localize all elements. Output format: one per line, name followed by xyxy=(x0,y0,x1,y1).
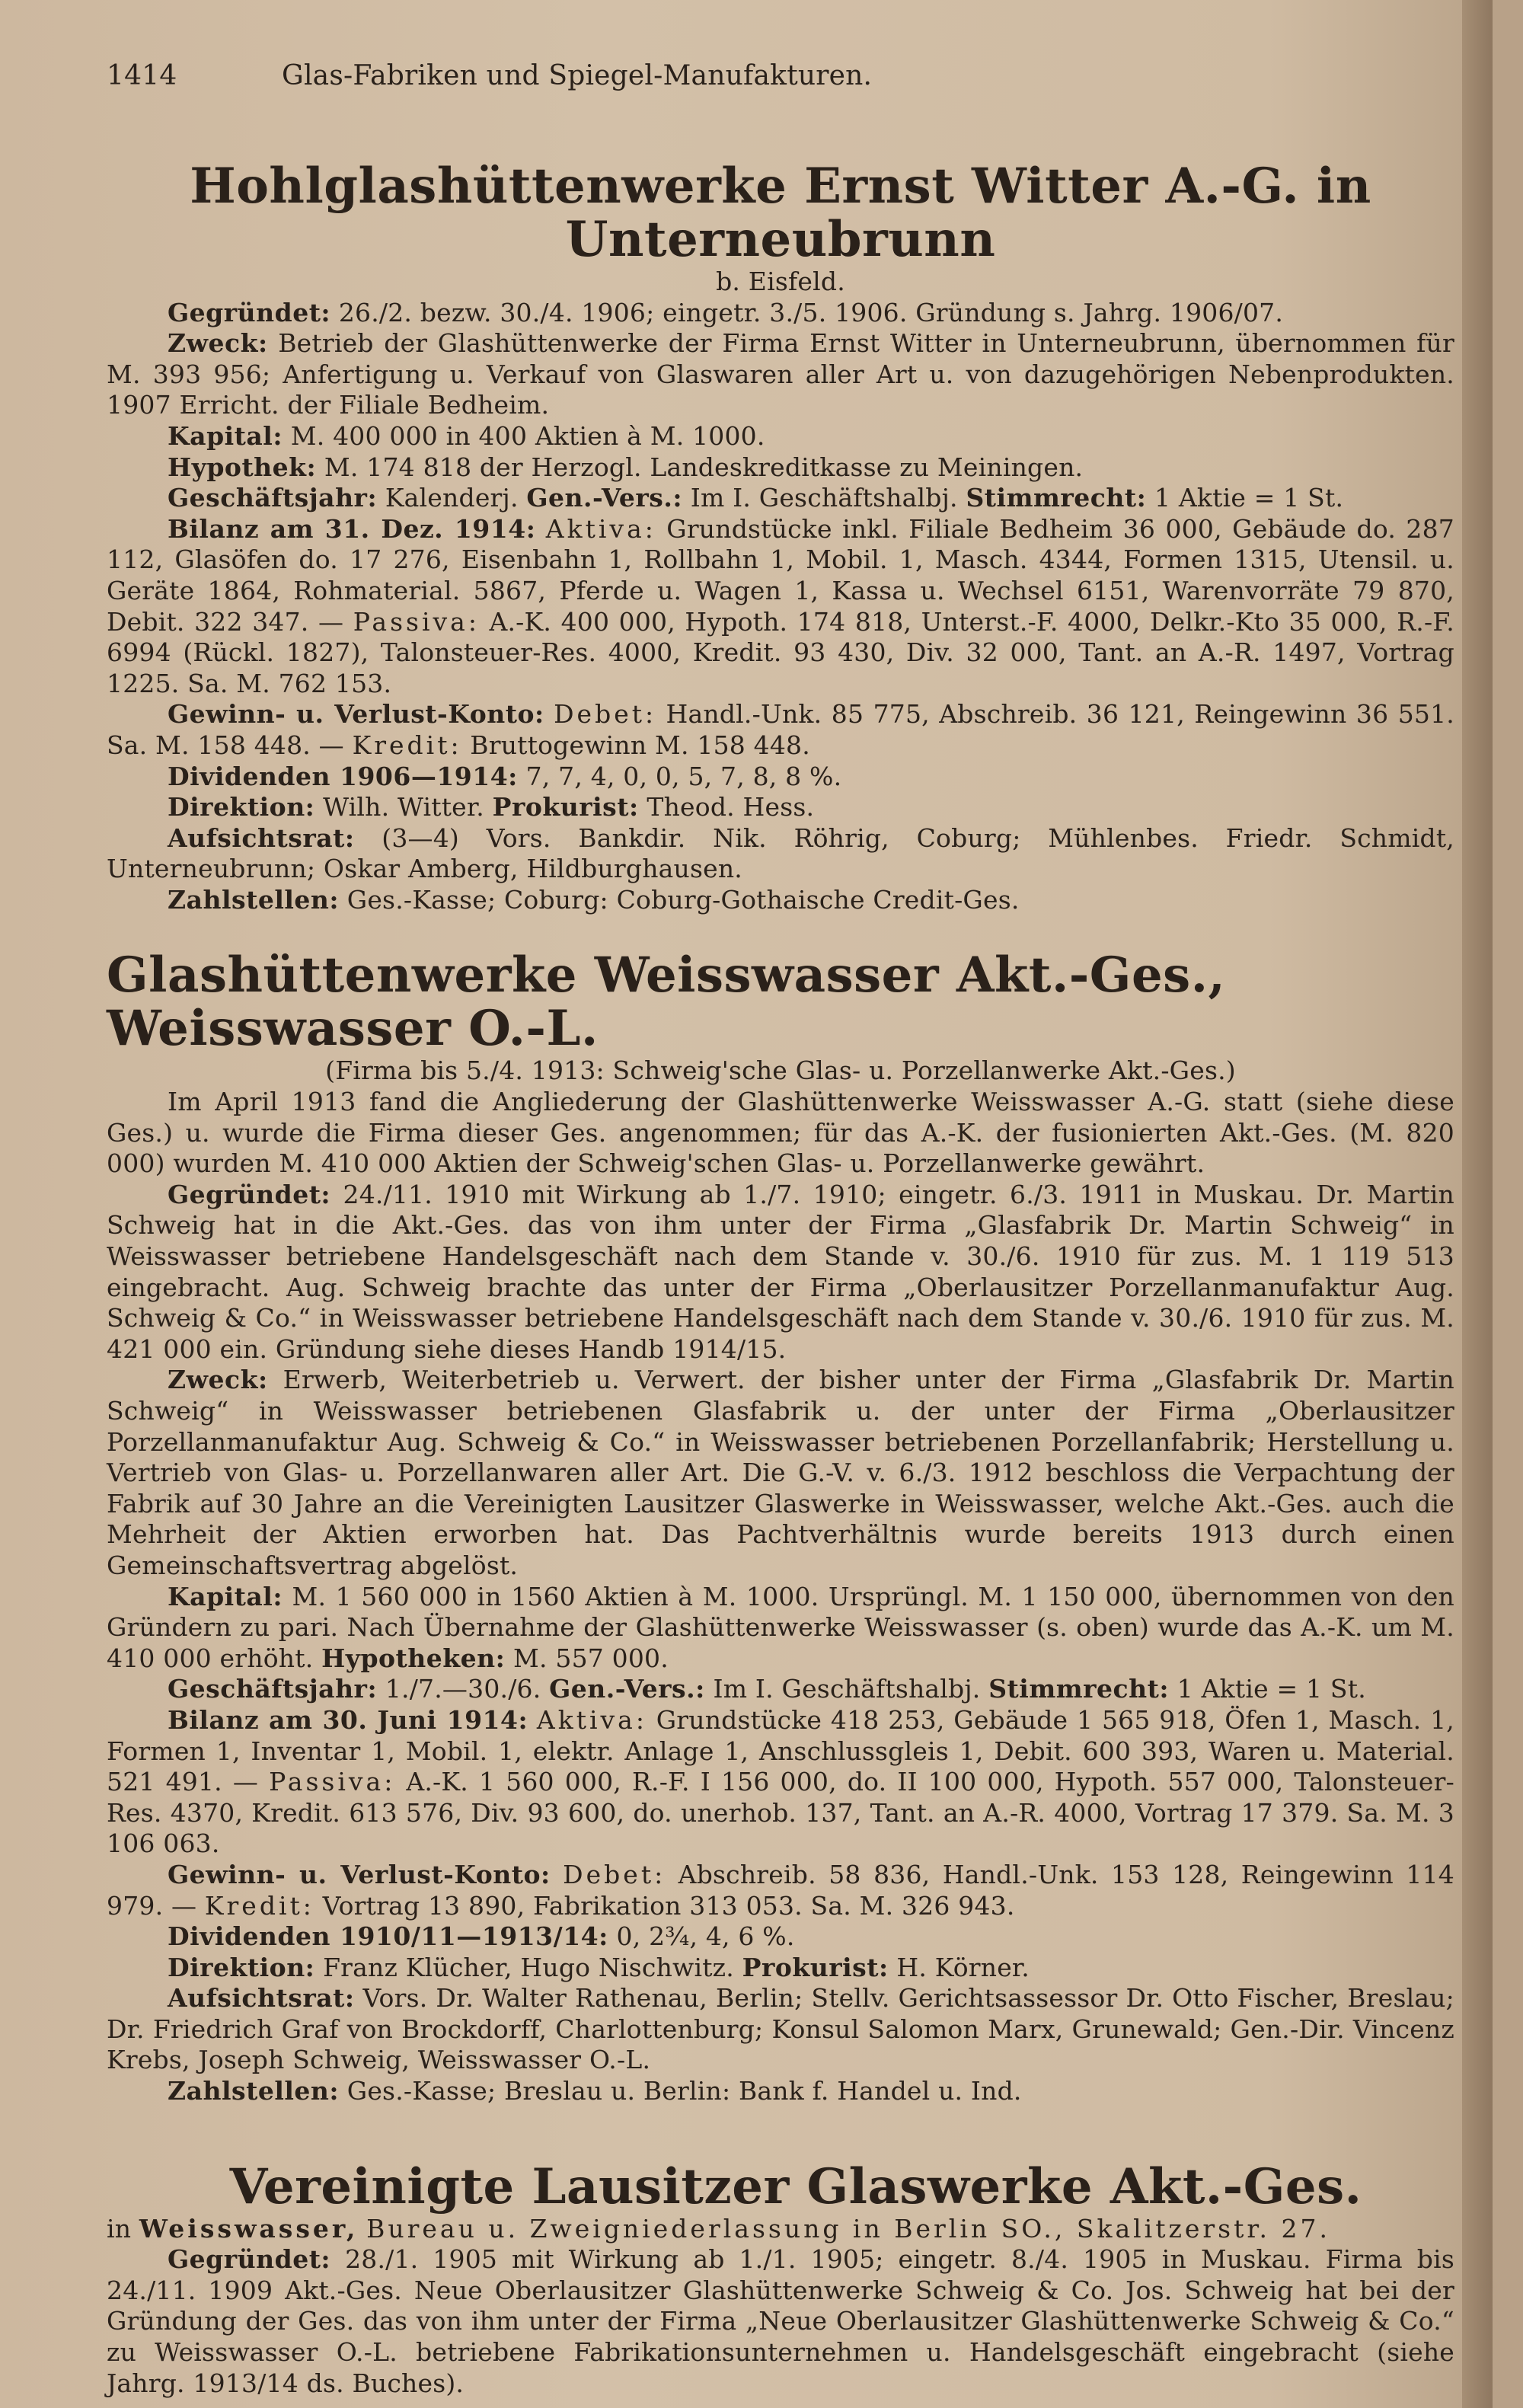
capital-text: M. 1 560 000 in 1560 Aktien à M. 1000. Ursprüngl. M. 1 150 000, übernommen von den Gründern zu pari. Nach Übernahme der Glashüttenwerke Weisswasser (s. oben) wurde das A.-K. um M. 410 000 erhöht. xyxy=(107,1581,1454,1673)
capital-label: Kapital: xyxy=(168,420,283,451)
profit-loss-credit: Bruttogewinn M. 158 448. xyxy=(470,730,810,760)
fiscal-year-paragraph xyxy=(107,1674,1454,1705)
mortgages-text: M. 557 000. xyxy=(513,1643,669,1673)
balance-label: Bilanz am 30. Juni 1914: xyxy=(168,1704,528,1735)
balance-assets: Grundstücke inkl. Filiale Bedheim 36 000, Gebäude do. 287 112, Glasöfen do. 17 276, Eisenbahn 1, Rollbahn 1, Mobil. 1, Masch. 4344, Formen 1315, Utensil. u. Geräte 1864, Rohmaterial. 5867, Pferde u. Wagen 1, Kassa u. Wechsel 6151, Warenvorräte 79 870, Debit. 322 347. — xyxy=(107,513,1454,637)
capital-paragraph xyxy=(107,1582,1454,1675)
paying-agents-paragraph xyxy=(107,885,1454,916)
founded-paragraph xyxy=(107,2244,1454,2399)
debit-label: Debet: xyxy=(554,699,657,730)
voting-right-text: 1 Aktie = 1 St. xyxy=(1177,1674,1366,1704)
running-title: Glas-Fabriken und Spiegel-Manufakturen. xyxy=(282,60,873,91)
founded-text: 28./1. 1905 mit Wirkung ab 1./1. 1905; eingetr. 8./4. 1905 in Muskau. Firma bis 24./11. 1909 Akt.-Ges. Neue Oberlausitzer Glashüttenwerke Schweig & Co. Jos. Schweig hat bei der Gründung der Ges. das von ihm unter der Firma „Neue Oberlausitzer Glashüttenwerke Schweig & Co.“ zu Weisswasser O.-L. betriebene Fabrikationsunternehmen u. Handelsgeschäft eingebracht (siehe Jahrg. 1913/14 ds. Buches). xyxy=(107,2244,1454,2398)
company-title: Vereinigte Lausitzer Glaswerke Akt.-Ges. xyxy=(229,2157,1362,2215)
profit-loss-debit: Abschreib. 58 836, Handl.-Unk. 153 128, Reingewinn 114 979. — xyxy=(107,1859,1454,1921)
balance-assets: Grundstücke 418 253, Gebäude 1 565 918, Öfen 1, Masch. 1, Formen 1, Inventar 1, Mobil. 1, elektr. Anlage 1, Anschlussgleis 1, Debit. 600 393, Waren u. Material. 521 491. — xyxy=(107,1704,1454,1797)
debit-label: Debet: xyxy=(563,1859,666,1889)
balance-paragraph xyxy=(107,514,1454,700)
voting-right-label: Stimmrecht: xyxy=(988,1674,1170,1704)
intro-paragraph: Im April 1913 fand die Angliederung der Glashüttenwerke Weisswasser A.-G. statt (siehe diese Ges.) u. wurde die Firma dieser Ges. angenommen; für das A.-K. der fusionierten Akt.-Ges. (M. 820 000) wurden M. 410 000 Aktien der Schweig'schen Glas- u. Porzellanwerke gewährt. xyxy=(107,1087,1454,1179)
liabilities-label: Passiva: xyxy=(353,606,480,637)
general-meeting-text: Im I. Geschäftshalbj. xyxy=(713,1674,981,1704)
fiscal-year-paragraph xyxy=(107,483,1454,514)
company-entry-weisswasser xyxy=(107,949,1454,2106)
company-title: Glashüttenwerke Weisswasser Akt.-Ges., Weisswasser O.-L. xyxy=(107,947,1226,1058)
authorized-officer-label: Prokurist: xyxy=(742,1952,889,1982)
supervisory-board-paragraph xyxy=(107,1983,1454,2076)
in-label: in xyxy=(107,2213,132,2244)
paying-agents-label: Zahlstellen: xyxy=(168,884,340,915)
founded-label: Gegründet: xyxy=(168,297,331,327)
balance-liabilities: A.-K. 1 560 000, R.-F. I 156 000, do. II 100 000, Hypoth. 557 000, Talonsteuer-Res. 4370, Kredit. 613 576, Div. 93 600, do. unerhob. 137, Tant. an A.-R. 4000, Vortrag 17 379. Sa. M. 3 106 063. xyxy=(107,1767,1454,1859)
assets-label: Aktiva: xyxy=(536,1704,647,1735)
authorized-officer-text: H. Körner. xyxy=(896,1952,1030,1982)
mortgage-text: M. 174 818 der Herzogl. Landeskreditkasse zu Meiningen. xyxy=(324,452,1084,482)
paying-agents-label: Zahlstellen: xyxy=(168,2076,340,2106)
founded-paragraph xyxy=(107,298,1454,329)
running-header xyxy=(107,61,1454,107)
capital-text: M. 400 000 in 400 Aktien à M. 1000. xyxy=(290,420,765,451)
company-location-line xyxy=(107,2214,1454,2245)
profit-loss-label: Gewinn- u. Verlust-Konto: xyxy=(168,699,544,730)
founded-paragraph xyxy=(107,1180,1454,1365)
purpose-text: Erwerb, Weiterbetrieb u. Verwert. der bisher unter der Firma „Glasfabrik Dr. Martin Schweig“ in Weisswasser betriebenen Glasfabrik u. der unter der Firma „Oberlausitzer Porzellanmanufaktur Aug. Schweig & Co.“ in Weisswasser betriebenen Porzellanfabrik; Herstellung u. Vertrieb von Glas- u. Porzellanwaren aller Art. Die G.-V. v. 6./3. 1912 beschloss die Verpachtung der Fabrik auf 30 Jahre an die Vereinigten Lausitzer Glaswerke in Weisswasser, welche Akt.-Ges. auch die Mehrheit der Aktien erworben hat. Das Pachtverhältnis wurde bereits 1913 durch einen Gemeinschaftsvertrag abgelöst. xyxy=(107,1365,1454,1580)
fiscal-year-label: Geschäftsjahr: xyxy=(168,483,378,513)
voting-right-text: 1 Aktie = 1 St. xyxy=(1154,483,1344,513)
dividends-label: Dividenden 1910/11—1913/14: xyxy=(168,1921,608,1952)
paying-agents-paragraph xyxy=(107,2076,1454,2107)
management-label: Direktion: xyxy=(168,1952,315,1982)
management-paragraph xyxy=(107,1953,1454,1984)
purpose-paragraph xyxy=(107,1365,1454,1581)
general-meeting-label: Gen.-Vers.: xyxy=(549,1674,705,1704)
supervisory-board-paragraph xyxy=(107,823,1454,885)
branch-office: Bureau u. Zweigniederlassung in Berlin SO., Skalitzerstr. 27. xyxy=(366,2213,1330,2244)
founded-label: Gegründet: xyxy=(168,2244,331,2275)
dividends-text: 7, 7, 4, 0, 0, 5, 7, 8, 8 %. xyxy=(525,761,842,791)
credit-label: Kredit: xyxy=(204,1890,314,1921)
fiscal-year-text: Kalenderj. xyxy=(385,483,519,513)
supervisory-board-label: Aufsichtsrat: xyxy=(168,822,355,853)
authorized-officer-label: Prokurist: xyxy=(492,792,639,822)
general-meeting-label: Gen.-Vers.: xyxy=(526,483,683,513)
former-name: (Firma bis 5./4. 1913: Schweig'sche Glas- u. Porzellanwerke Akt.-Ges.) xyxy=(325,1055,1236,1086)
dividends-paragraph xyxy=(107,762,1454,793)
assets-label: Aktiva: xyxy=(545,513,656,544)
mortgage-paragraph xyxy=(107,452,1454,484)
purpose-label: Zweck: xyxy=(168,1365,268,1395)
dividends-paragraph xyxy=(107,1921,1454,1953)
founded-label: Gegründet: xyxy=(168,1179,331,1209)
mortgages-label: Hypotheken: xyxy=(321,1643,506,1673)
purpose-label: Zweck: xyxy=(168,328,268,359)
profit-loss-label: Gewinn- u. Verlust-Konto: xyxy=(168,1859,551,1889)
voting-right-label: Stimmrecht: xyxy=(966,483,1147,513)
page-text xyxy=(107,61,1454,2399)
founded-text: 24./11. 1910 mit Wirkung ab 1./7. 1910; eingetr. 6./3. 1911 in Muskau. Dr. Martin Schweig hat in die Akt.-Ges. das von ihm unter der Firma „Glasfabrik Dr. Martin Schweig“ in Weisswasser betriebene Handelsgeschäft nach dem Stande v. 30./6. 1910 für zus. M. 1 119 513 eingebracht. Aug. Schweig brachte das unter der Firma „Oberlausitzer Porzellanmanufaktur Aug. Schweig & Co.“ in Weisswasser betriebene Handelsgeschäft nach dem Stande v. 30./6. 1910 für zus. M. 421 000 ein. Gründung siehe dieses Handb 1914/15. xyxy=(107,1179,1454,1364)
balance-paragraph xyxy=(107,1705,1454,1860)
paying-agents-text: Ges.-Kasse; Breslau u. Berlin: Bank f. Handel u. Ind. xyxy=(346,2076,1022,2106)
page-number: 1414 xyxy=(107,60,177,91)
purpose-text: Betrieb der Glashüttenwerke der Firma Ernst Witter in Unterneubrunn, übernommen für M. 393 956; Anfertigung u. Verkauf von Glaswaren aller Art u. von dazugehörigen Nebenprodukten. 1907 Erricht. der Filiale Bedheim. xyxy=(107,328,1454,420)
capital-label: Kapital: xyxy=(168,1581,283,1611)
mortgage-label: Hypothek: xyxy=(168,452,317,482)
paying-agents-text: Ges.-Kasse; Coburg: Coburg-Gothaische Credit-Ges. xyxy=(346,884,1020,915)
management-label: Direktion: xyxy=(168,792,315,822)
balance-liabilities: A.-K. 400 000, Hypoth. 174 818, Unterst.-F. 4000, Delkr.-Kto 35 000, R.-F. 6994 (Rückl. 1827), Talonsteuer-Res. 4000, Kredit. 93 430, Div. 32 000, Tant. an A.-R. 1497, Vortrag 1225. Sa. M. 762 153. xyxy=(107,606,1454,698)
balance-label: Bilanz am 31. Dez. 1914: xyxy=(168,513,536,544)
fiscal-year-label: Geschäftsjahr: xyxy=(168,1674,378,1704)
management-text: Wilh. Witter. xyxy=(323,792,484,822)
fiscal-year-text: 1./7.—30./6. xyxy=(385,1674,541,1704)
purpose-paragraph xyxy=(107,328,1454,421)
company-location: b. Eisfeld. xyxy=(716,267,845,296)
capital-paragraph xyxy=(107,421,1454,452)
management-paragraph xyxy=(107,792,1454,823)
general-meeting-text: Im I. Geschäftshalbj. xyxy=(690,483,958,513)
liabilities-label: Passiva: xyxy=(269,1767,396,1797)
supervisory-board-label: Aufsichtsrat: xyxy=(168,1983,355,2014)
profit-loss-paragraph xyxy=(107,1860,1454,1921)
dividends-text: 0, 2¾, 4, 6 %. xyxy=(616,1921,795,1952)
page-edge xyxy=(1462,0,1493,2408)
founded-text: 26./2. bezw. 30./4. 1906; eingetr. 3./5. 1906. Gründung s. Jahrg. 1906/07. xyxy=(338,297,1284,327)
credit-label: Kredit: xyxy=(352,730,462,760)
profit-loss-paragraph xyxy=(107,699,1454,761)
profit-loss-credit: Vortrag 13 890, Fabrikation 313 053. Sa. M. 326 943. xyxy=(322,1890,1015,1921)
dividends-label: Dividenden 1906—1914: xyxy=(168,761,518,791)
company-entry-witter xyxy=(107,160,1454,915)
profit-loss-debit: Handl.-Unk. 85 775, Abschreib. 36 121, Reingewinn 36 551. Sa. M. 158 448. — xyxy=(107,699,1454,760)
management-text: Franz Klücher, Hugo Nischwitz. xyxy=(323,1952,734,1982)
company-title: Hohlglashüttenwerke Ernst Witter A.-G. in Unterneubrunn xyxy=(190,158,1371,268)
supervisory-board-text: (3—4) Vors. Bankdir. Nik. Röhrig, Coburg; Mühlenbes. Friedr. Schmidt, Unterneubrunn; Oskar Amberg, Hildburghausen. xyxy=(107,822,1454,884)
supervisory-board-text: Vors. Dr. Walter Rathenau, Berlin; Stellv. Gerichtsassessor Dr. Otto Fischer, Breslau; Dr. Friedrich Graf von Brockdorff, Charlottenburg; Konsul Salomon Marx, Grunewald; Gen.-Dir. Vincenz Krebs, Joseph Schweig, Weisswasser O.-L. xyxy=(107,1983,1454,2075)
company-location: Weisswasser, xyxy=(139,2213,359,2244)
authorized-officer-text: Theod. Hess. xyxy=(647,792,815,822)
company-entry-lausitzer xyxy=(107,2157,1454,2400)
